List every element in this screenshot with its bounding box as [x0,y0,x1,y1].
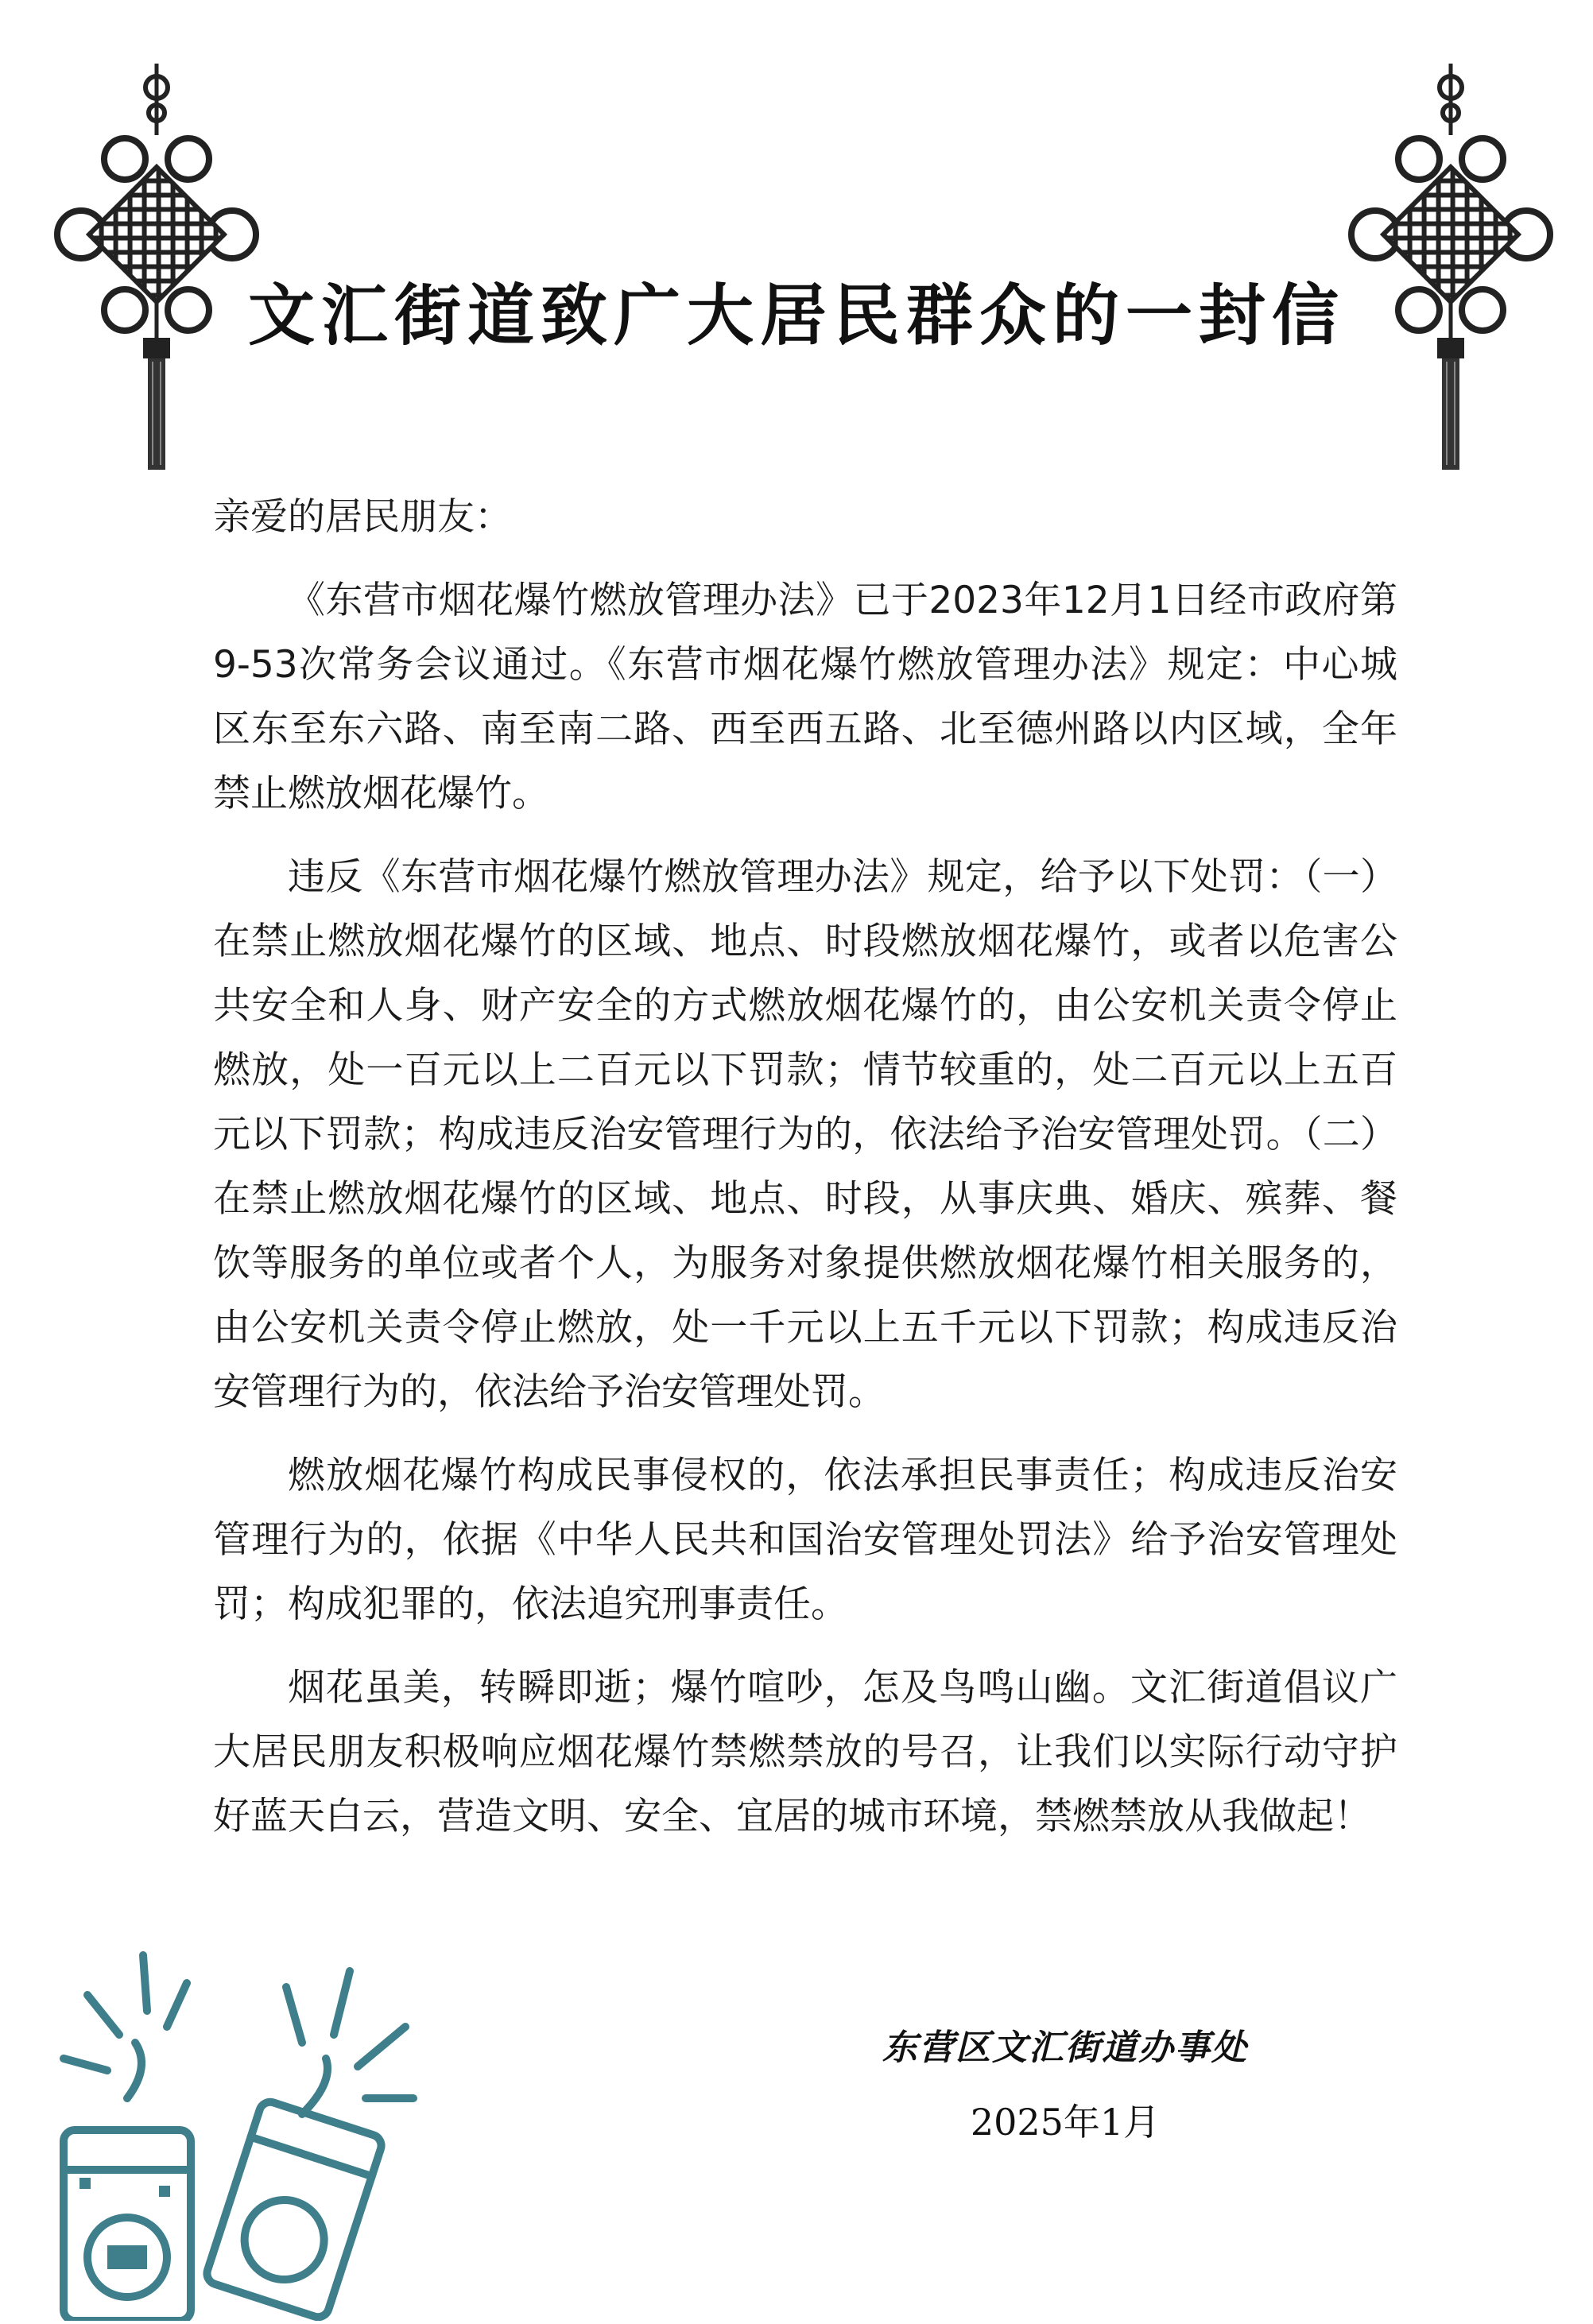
firecracker-icon [32,1939,445,2321]
salutation: 亲爱的居民朋友： [213,495,512,539]
paragraph: 烟花虽美，转瞬即逝；爆竹喧吵，怎及鸟鸣山幽。文汇街道倡议广大居民朋友积极响应烟花爆竹禁燃禁放的号召，让我们以实际行动守护好蓝天白云，营造文明、安全、宜居的城市环境，禁燃禁放从我做起！ [213,1666,1397,1838]
signature-date: 2025年1月 [970,2101,1161,2144]
paragraph: 《东营市烟花爆竹燃放管理办法》已于2023年12月1日经市政府第9-53次常务会议通过。《东营市烟花爆竹燃放管理办法》规定：中心城区东至东六路、南至南二路、西至西五路、北至德州路以内区域，全年禁止燃放烟花爆竹。 [213,579,1397,815]
paragraph: 燃放烟花爆竹构成民事侵权的，依法承担民事责任；构成违反治安管理行为的，依据《中华人民共和国治安管理处罚法》给予治安管理处罚；构成犯罪的，依法追究刑事责任。 [213,1454,1397,1626]
letter-title: 文汇街道致广大居民群众的一封信 [247,277,1345,354]
paragraph: 违反《东营市烟花爆竹燃放管理办法》规定，给予以下处罚：（一）在禁止燃放烟花爆竹的区域、地点、时段燃放烟花爆竹，或者以危害公共安全和人身、财产安全的方式燃放烟花爆竹的，由公安机关责令停止燃放，处一百元以上二百元以下罚款；情节较重的，处二百元以上五百元以下罚款；构成违反治安管理行为的，依法给予治安管理处罚。（二）在禁止燃放烟花爆竹的区域、地点、时段，从事庆典、婚庆、殡葬、餐饮等服务的单位或者个人，为服务对象提供燃放烟花爆竹相关服务的，由公安机关责令停止燃放，处一千元以上五千元以下罚款；构成违反治安管理行为的，依法给予治安管理处罚。 [213,855,1397,1414]
letter-body [213,485,1397,1849]
signature-block [843,2019,1288,2146]
signature-org: 东营区文汇街道办事处 [882,2028,1248,2068]
